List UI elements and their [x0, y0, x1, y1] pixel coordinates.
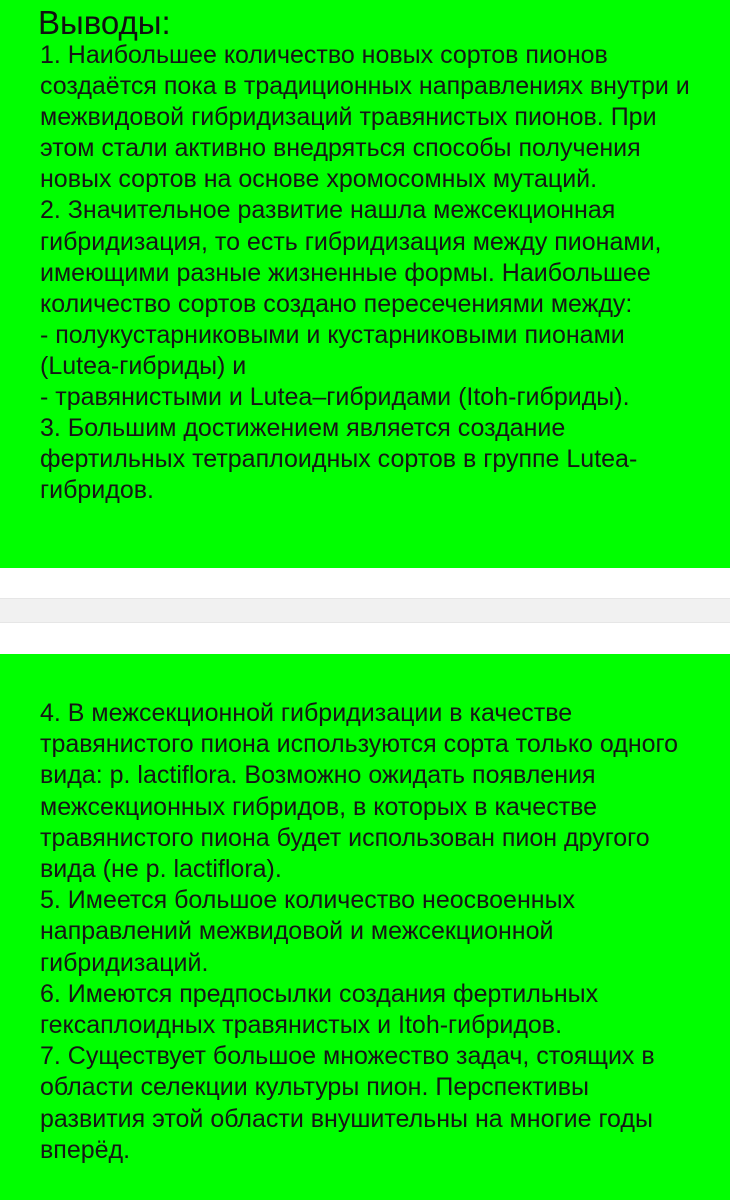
text-line: 7. Существует большое множество задач, стоящих в [40, 1042, 655, 1071]
text-line: 1. Наибольшее количество новых сортов пионов [40, 41, 608, 69]
text-line: 4. В межсекционной гибридизации в качестве [40, 699, 573, 727]
slide-heading: Выводы: [38, 4, 171, 41]
slide-conclusions-part-1 [0, 0, 730, 568]
slide-conclusions-part-2 [0, 654, 730, 1200]
text-line: гибридизация, то есть гибридизация между пионами, [40, 227, 662, 256]
text-line: травянистого пиона используются сорта только одного [40, 730, 679, 759]
text-line: количество сортов создано пересечениями между: [40, 289, 633, 318]
text-line: вперёд. [40, 1135, 131, 1164]
text-line: направлений межвидовой и межсекционной [40, 917, 554, 946]
slide-body-text [40, 698, 730, 1166]
slide-body-text [40, 40, 730, 506]
text-line: фертильных тетраплоидных сортов в группе Lutea- [40, 445, 638, 474]
text-line: вида: p. lactiflora. Возможно ожидать появления [40, 761, 596, 790]
text-line: - полукустарниковыми и кустарниковыми пионами [40, 320, 625, 349]
text-line: создаётся пока в традиционных направлениях внутри и [40, 72, 690, 101]
text-line: гибридизаций. [40, 948, 209, 977]
text-line: развития этой области внушительны на многие годы [40, 1104, 653, 1133]
text-line: гексаплоидных травянистых и Itoh-гибридов. [40, 1011, 563, 1040]
text-line: этом стали активно внедряться способы получения [40, 134, 641, 163]
text-line: имеющими разные жизненные формы. Наибольшее [40, 258, 651, 287]
text-line: области селекции культуры пион. Перспективы [40, 1073, 589, 1102]
text-line: межсекционных гибридов, в которых в качестве [40, 792, 598, 821]
text-line: - травянистыми и Lutea–гибридами (Itoh-гибриды). [40, 383, 630, 412]
text-line: 3. Большим достижением является создание [40, 414, 566, 443]
text-line: 5. Имеется большое количество неосвоенных [40, 886, 576, 915]
text-line: (Lutea-гибриды) и [40, 351, 247, 380]
text-line: новых сортов на основе хромосомных мутаций. [40, 165, 598, 194]
slide-separator [0, 598, 730, 623]
text-line: 2. Значительное развитие нашла межсекционная [40, 196, 616, 225]
text-line: межвидовой гибридизаций травянистых пионов. При [40, 103, 657, 132]
text-line: вида (не p. lactiflora). [40, 855, 282, 884]
text-line: гибридов. [40, 476, 154, 505]
text-line: травянистого пиона будет использован пион другого [40, 823, 650, 852]
text-line: 6. Имеются предпосылки создания фертильных [40, 979, 599, 1008]
